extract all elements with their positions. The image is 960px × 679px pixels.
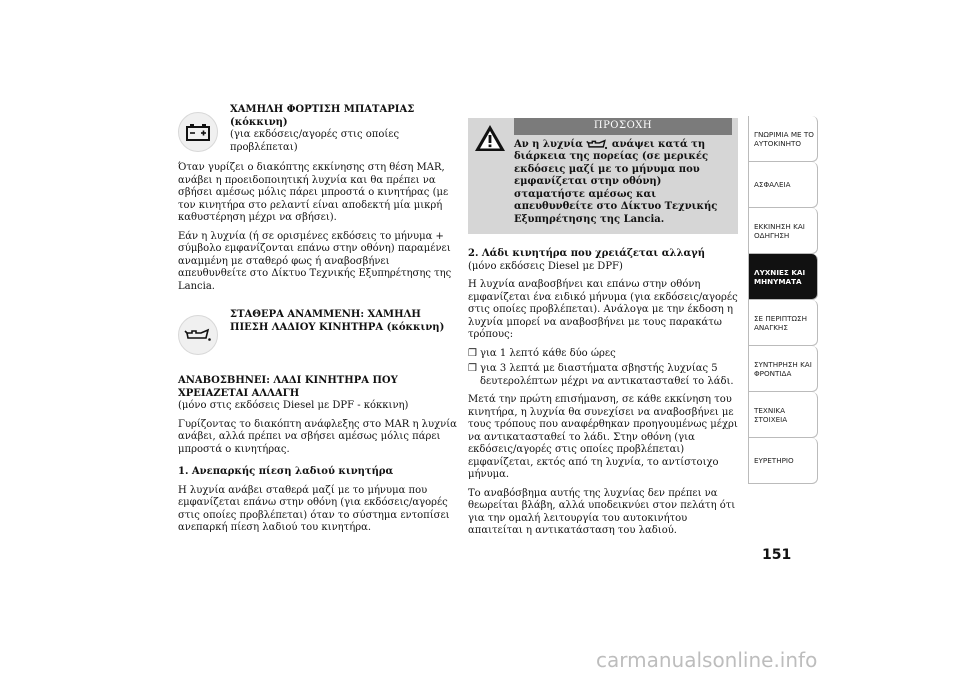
battery-note: (για εκδόσεις/αγορές στις οποίες προβλέπεται) (230, 129, 400, 153)
page-number: 151 (762, 547, 792, 563)
battery-icon (185, 122, 211, 142)
tab-maintenance[interactable]: ΣΥΝΤΗΡΗΣΗ ΚΑΙ ΦΡΟΝΤΙΔΑ (748, 346, 818, 392)
tab-warning-lights[interactable]: ΛΥΧΝΙΕΣ ΚΑΙ ΜΗΝΥΜΑΤΑ (748, 254, 818, 300)
section-2-paragraph-1: Η λυχνία αναβοσβήνει και επάνω στην οθόνη εμφανίζεται ένα ειδικό μήνυμα (για εκδόσεις/αγορές στις οποίες προβλέπεται). Ανάλογα με την έκδοση η λυχνία μπορεί να αναβοσβήνει με τους παρακάτω τρόπους: (468, 279, 738, 340)
battery-paragraph-2: Εάν η λυχνία (ή σε ορισμένες εκδόσεις το μήνυμα + σύμβολο εμφανίζονται επάνω στην οθόνη) παραμένει αναμμένη με σταθερό φως ή αναβοσβήνει απευθυνθείτε στο Δίκτυο Τεχνικής Εξυπηρέτησης της Lancia. (178, 230, 452, 292)
battery-icon-circle (178, 112, 218, 152)
oil-can-icon (586, 139, 608, 150)
oil-paragraph-1: Γυρίζοντας το διακόπτη ανάφλεξης στο MAR η λυχνία ανάβει, αλλά πρέπει να σβήσει αμέσως μόλις πάρει μπροστά ο κινητήρας. (178, 418, 457, 455)
oil-title: ΣΤΑΘΕΡΑ ΑΝΑΜΜΕΝΗ: ΧΑΜΗΛΗ ΠΙΕΣΗ ΛΑΔΙΟΥ ΚΙΝΗΤΗΡΑ (κόκκινη) (230, 309, 445, 333)
tab-starting-driving[interactable]: ΕΚΚΙΝΗΣΗ ΚΑΙ ΟΔΗΓΗΣΗ (748, 208, 818, 254)
warning-triangle-icon (474, 124, 506, 152)
warning-title: ΠΡΟΣΟΧΗ (514, 118, 732, 135)
tab-emergency[interactable]: ΣΕ ΠΕΡΙΠΤΩΣΗ ΑΝΑΓΚΗΣ (748, 300, 818, 346)
checkbox-bullet-icon: ❒ (468, 363, 477, 374)
oil-blink-note: (μόνο στις εκδόσεις Diesel με DPF - κόκκινη) (178, 400, 409, 411)
tab-safety[interactable]: ΑΣΦΑΛΕΙΑ (748, 162, 818, 208)
watermark: carmanualsonline.info (596, 648, 818, 672)
list-item (468, 348, 738, 361)
left-column (178, 104, 460, 541)
oil-section-1-title: 1. Ανεπαρκής πίεση λαδιού κινητήρα (178, 466, 394, 477)
bullet-text: για 1 λεπτό κάθε δύο ώρες (480, 347, 616, 359)
list-item (468, 363, 738, 388)
tab-index[interactable]: ΕΥΡΕΤΗΡΙΟ (748, 438, 818, 484)
bullet-text: για 3 λεπτά με διαστήματα σβηστής λυχνίας 5 δευτερολέπτων μέχρι να αντικατασταθεί το λάδι. (480, 363, 734, 387)
oil-blink-title: ΑΝΑΒΟΣΒΗΝΕΙ: ΛΑΔΙ ΚΙΝΗΤΗΡΑ ΠΟΥ ΧΡΕΙΑΖΕΤΑΙ ΑΛΛΑΓΗ (178, 375, 398, 399)
oil-can-icon (184, 327, 212, 343)
right-column (468, 118, 738, 544)
section-2-title: 2. Λάδι κινητήρα που χρειάζεται αλλαγή (468, 248, 706, 259)
oil-icon-circle (178, 315, 218, 355)
oil-section-1-text: Η λυχνία ανάβει σταθερά μαζί με το μήνυμα που εμφανίζεται επάνω στην οθόνη (για εκδόσεις/αγορές στις οποίες προβλέπεται) όταν το σύστημα εντοπίσει ανεπαρκή πίεση λαδιού του κινητήρα. (178, 484, 450, 533)
battery-title: ΧΑΜΗΛΗ ΦΟΡΤΙΣΗ ΜΠΑΤΑΡΙΑΣ (230, 104, 415, 115)
section-2-note: (μόνο εκδόσεις Diesel με DPF) (468, 260, 623, 272)
section-2-paragraph-3: Το αναβόσβημα αυτής της λυχνίας δεν πρέπει να θεωρείται βλάβη, αλλά υποδεικνύει στον πελάτη ότι για την ομαλή λειτουργία του αυτοκινήτου απαιτείται η αντικατάσταση του λαδιού. (468, 487, 736, 536)
warning-text-b: ανάψει κατά τη διάρκεια της πορείας (σε μερικές εκδόσεις μαζί με το μήνυμα που εμφανίζεται στην οθόνη) σταματήστε αμέσως και απευθυνθείτε στο Δίκτυο Τεχνικής Εξυπηρέτησης της Lancia. (514, 138, 718, 225)
oil-heading-block (178, 307, 460, 355)
warning-box (468, 118, 738, 234)
chapter-tabs (748, 116, 818, 484)
battery-color: (κόκκινη) (230, 116, 288, 128)
battery-paragraph-1: Όταν γυρίζει ο διακόπτης εκκίνησης στη θέση MAR, ανάβει η προειδοποιητική λυχνία και θα πρέπει να σβήσει αμέσως μόλις πάρει μπροστά ο κινητήρας (με τον κινητήρα στο ρελαντί είναι αποδεκτή μία μικρή καθυστέρηση μέχρι να σβήσει). (178, 162, 449, 223)
battery-heading-block (178, 104, 460, 154)
tab-technical-data[interactable]: ΤΕΧΝΙΚΑ ΣΤΟΙΧΕΙΑ (748, 392, 818, 438)
checkbox-bullet-icon: ❒ (468, 347, 477, 359)
tab-getting-to-know[interactable]: ΓΝΩΡΙΜΙΑ ΜΕ ΤΟ ΑΥΤΟΚΙΝΗΤΟ (748, 116, 818, 162)
section-2-paragraph-2: Μετά την πρώτη επισήμανση, σε κάθε εκκίνηση του κινητήρα, η λυχνία θα συνεχίσει να αναβοσβήνει με τους τρόπους που αναφέρθηκαν προηγουμένως μέχρι να αντικατασταθεί το λάδι. Στην οθόνη (για εκδόσεις/αγορές στις οποίες προβλέπεται) εμφανίζεται, εκτός από τη λυχνία, το αντίστοιχο μήνυμα. (468, 394, 738, 480)
warning-text-a: Αν η λυχνία (514, 138, 583, 150)
